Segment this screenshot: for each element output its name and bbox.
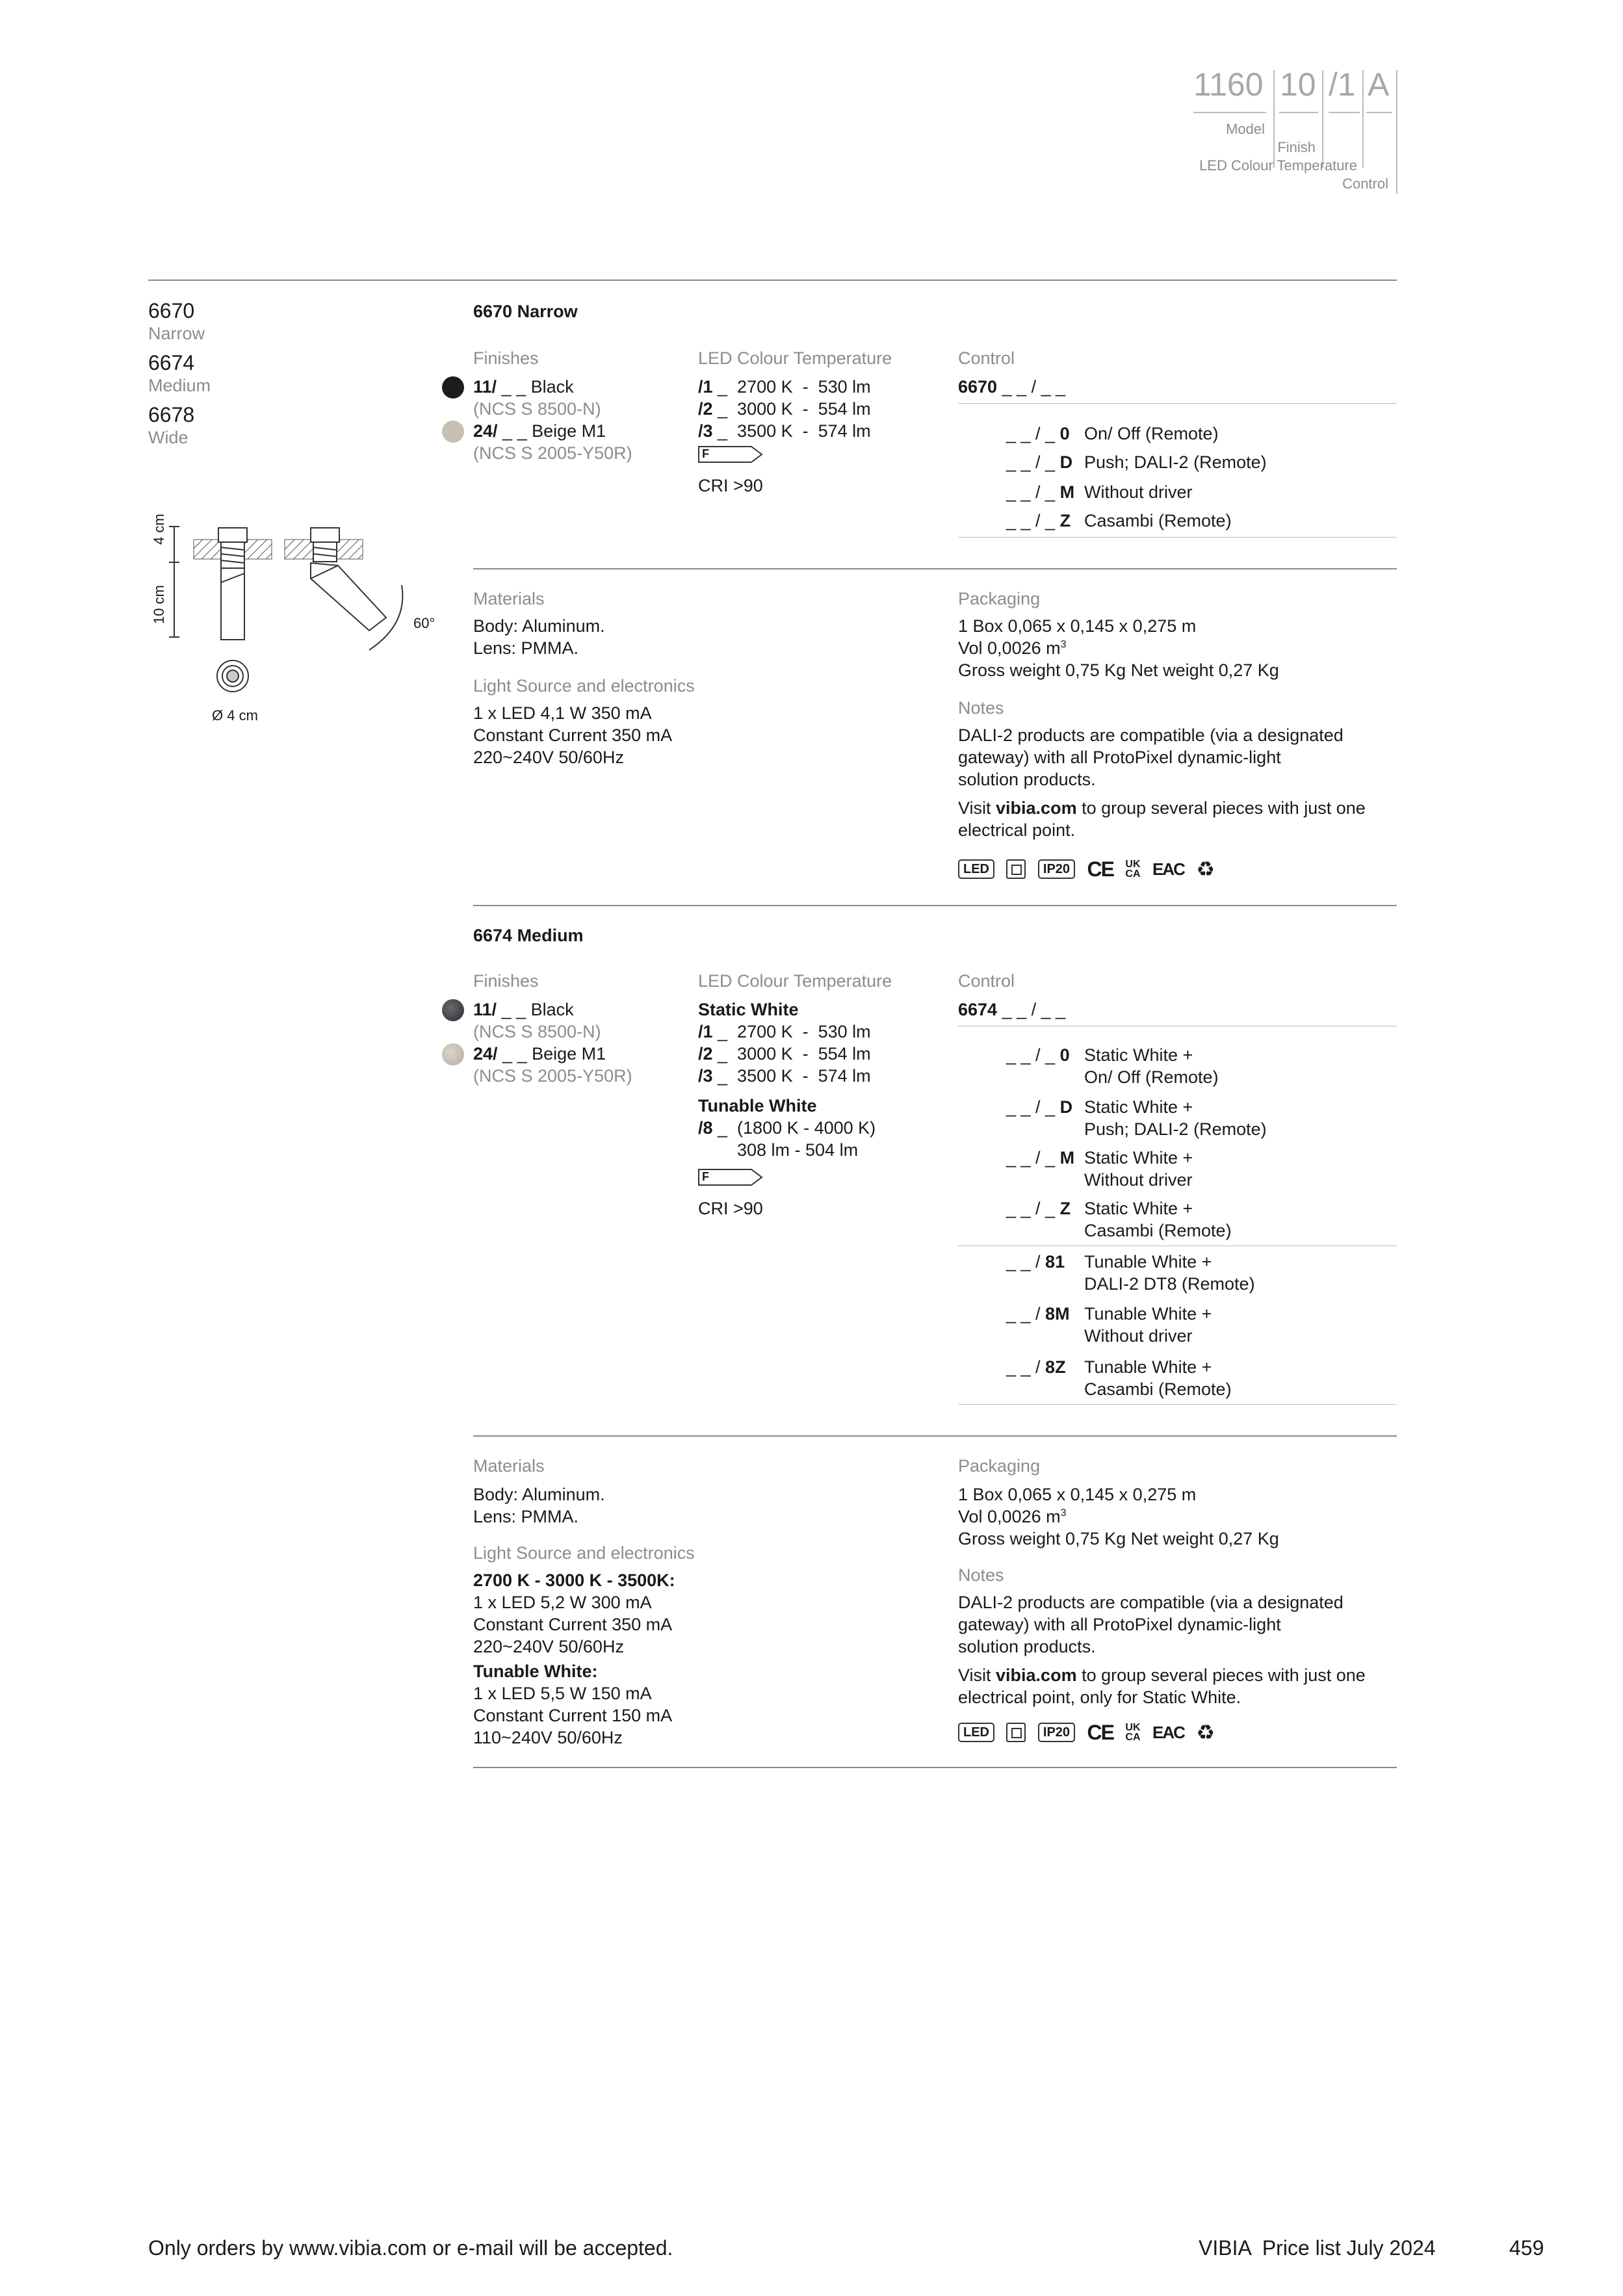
packaging-line: 1 Box 0,065 x 0,145 x 0,275 m (958, 1485, 1197, 1504)
legend-underline (1193, 112, 1266, 113)
materials-label: Materials (473, 1456, 545, 1476)
section-rule (473, 1767, 1397, 1768)
led-icon: LED (958, 1723, 994, 1742)
control-option: _ _ / _ Z Static White + Casambi (Remote) (1006, 1199, 1232, 1240)
temp-row: /2 _ 3000 K - 554 lm (698, 1044, 871, 1063)
ip20-icon: IP20 (1038, 859, 1075, 879)
ukca-mark-icon: UK CA (1125, 1722, 1141, 1743)
legend-divider (1273, 70, 1275, 168)
sidebar-model-name: Medium (148, 376, 211, 395)
finishes-label: Finishes (473, 348, 539, 368)
materials-line: Body: Aluminum. (473, 1485, 605, 1504)
notes-line: solution products. (958, 1637, 1096, 1656)
light-line: 220~240V 50/60Hz (473, 748, 624, 767)
control-option: _ _ / _ M Static White + Without driver (1006, 1148, 1193, 1190)
packaging-label: Packaging (958, 1456, 1041, 1476)
finish-swatch-beige (442, 421, 464, 443)
static-white-label: Static White (698, 1000, 799, 1019)
temp-row: /1 _ 2700 K - 530 lm (698, 1022, 871, 1041)
notes-line: gateway) with all ProtoPixel dynamic-light (958, 748, 1281, 767)
control-option: _ _ / _ Z Casambi (Remote) (1006, 511, 1232, 530)
temp-row: /3 _ 3500 K - 574 lm (698, 421, 871, 441)
control-label: Control (958, 348, 1015, 368)
materials-line: Lens: PMMA. (473, 638, 579, 658)
legend-label-control: Control (1342, 176, 1388, 192)
legend-label-model: Model (1226, 121, 1265, 137)
legend-underline (1366, 112, 1392, 113)
finish-black-ncs: (NCS S 8500-N) (473, 399, 601, 419)
control-rule (958, 1404, 1397, 1405)
visit-line: Visit vibia.com to group several pieces with just one (958, 798, 1366, 818)
light-line: 1 x LED 4,1 W 350 mA (473, 703, 652, 723)
top-rule (148, 280, 1397, 281)
light-line: 110~240V 50/60Hz (473, 1728, 623, 1747)
finish-black-ncs: (NCS S 8500-N) (473, 1022, 601, 1041)
packaging-line: Gross weight 0,75 Kg Net weight 0,27 Kg (958, 1529, 1279, 1548)
legend-divider (1322, 70, 1323, 168)
finish-swatch-beige (442, 1043, 464, 1065)
control-code: 6670 _ _ / _ _ (958, 377, 1066, 397)
dim-diameter: Ø 4 cm (212, 707, 258, 724)
dim-height-body: 10 cm (151, 585, 167, 624)
legend-divider (1362, 70, 1364, 168)
tunable-white-label: Tunable White (698, 1096, 817, 1115)
light-line: Constant Current 350 mA (473, 1615, 673, 1634)
temp-row: /2 _ 3000 K - 554 lm (698, 399, 871, 419)
materials-line: Lens: PMMA. (473, 1507, 579, 1526)
section-rule (473, 905, 1397, 906)
control-code: 6674 _ _ / _ _ (958, 1000, 1066, 1019)
sidebar-model-code: 6670 (148, 299, 195, 322)
section-title: 6670 Narrow (473, 302, 578, 321)
notes-line: solution products. (958, 770, 1096, 789)
control-option: _ _ / _ 0 Static White + On/ Off (Remote) (1006, 1045, 1219, 1087)
led-icon: LED (958, 859, 994, 879)
control-option: _ _ / _ D Push; DALI-2 (Remote) (1006, 452, 1267, 472)
light-line: Constant Current 150 mA (473, 1706, 673, 1725)
notes-line: DALI-2 products are compatible (via a designated (958, 725, 1344, 745)
lamp-dimension-drawing (148, 520, 454, 735)
light-label: Light Source and electronics (473, 1543, 695, 1563)
page-number: 459 (1509, 2236, 1544, 2260)
sidebar-model-code: 6678 (148, 403, 195, 426)
control-label: Control (958, 971, 1015, 991)
eac-mark-icon: EAC (1152, 859, 1184, 879)
packaging-line: Gross weight 0,75 Kg Net weight 0,27 Kg (958, 660, 1279, 680)
temp-row: /3 _ 3500 K - 574 lm (698, 1066, 871, 1086)
light-line: 220~240V 50/60Hz (473, 1637, 624, 1656)
light-line: Constant Current 350 mA (473, 725, 673, 745)
visit-line: Visit vibia.com to group several pieces with just one (958, 1665, 1366, 1685)
tunable-row: /8 _ (1800 K - 4000 K) (698, 1118, 876, 1138)
packaging-line: Vol 0,0026 $m^3$ (958, 1507, 1067, 1526)
light-line: 1 x LED 5,5 W 150 mA (473, 1684, 652, 1703)
vibia-link[interactable]: vibia.com (996, 798, 1077, 818)
control-option: _ _ / _ D Static White + Push; DALI-2 (Remote) (1006, 1097, 1267, 1139)
ce-mark-icon: CE (1087, 857, 1113, 881)
energy-class-label: F (702, 447, 709, 460)
visit-line: electrical point. (958, 820, 1076, 840)
finish-beige: 24/ _ _ Beige M1 (473, 421, 606, 441)
recycle-icon: ♻ (1196, 857, 1215, 881)
finish-swatch-black (442, 376, 464, 398)
section-rule (473, 568, 1397, 569)
legend-temp: /1 (1329, 66, 1356, 103)
control-option: _ _ / 81 Tunable White + DALI-2 DT8 (Remote) (1006, 1252, 1255, 1294)
legend-label-temp: LED Colour Temperature (1199, 157, 1357, 174)
control-rule (958, 537, 1397, 538)
legend-divider (1396, 70, 1397, 194)
materials-line: Body: Aluminum. (473, 616, 605, 636)
class-ii-icon (1006, 859, 1026, 879)
eac-mark-icon: EAC (1152, 1722, 1184, 1742)
notes-line: DALI-2 products are compatible (via a designated (958, 1593, 1344, 1612)
temp-row: /1 _ 2700 K - 530 lm (698, 377, 871, 397)
control-option: _ _ / 8M Tunable White + Without driver (1006, 1304, 1212, 1346)
control-rule (958, 403, 1397, 404)
temp-label: LED Colour Temperature (698, 971, 892, 991)
ip20-icon: IP20 (1038, 1723, 1075, 1742)
sidebar-model-name: Wide (148, 428, 188, 447)
packaging-line: 1 Box 0,065 x 0,145 x 0,275 m (958, 616, 1197, 636)
dim-angle: 60° (413, 615, 435, 631)
packaging-line: Vol 0,0026 $m^3$ (958, 638, 1067, 658)
ce-mark-icon: CE (1087, 1720, 1113, 1744)
notes-line: gateway) with all ProtoPixel dynamic-light (958, 1615, 1281, 1634)
legend-underline (1279, 112, 1318, 113)
recycle-icon: ♻ (1196, 1721, 1215, 1744)
finish-beige-ncs: (NCS S 2005-Y50R) (473, 1066, 632, 1086)
sidebar-model-name: Narrow (148, 324, 205, 343)
notes-label: Notes (958, 698, 1004, 718)
control-option: _ _ / _ M Without driver (1006, 482, 1193, 502)
sidebar-model-code: 6674 (148, 351, 195, 374)
vibia-link[interactable]: vibia.com (996, 1665, 1077, 1685)
finish-beige-ncs: (NCS S 2005-Y50R) (473, 443, 632, 463)
finish-swatch-black (442, 999, 464, 1021)
cri: CRI >90 (698, 476, 763, 495)
section-rule (473, 1435, 1397, 1437)
legend-model: 1160 (1193, 66, 1264, 103)
light-group-title: Tunable White: (473, 1662, 598, 1681)
ukca-mark-icon: UK CA (1125, 859, 1141, 880)
control-option: _ _ / _ 0 On/ Off (Remote) (1006, 424, 1219, 443)
packaging-label: Packaging (958, 589, 1041, 608)
light-label: Light Source and electronics (473, 676, 695, 696)
finish-black: 11/ _ _ Black (473, 377, 574, 397)
class-ii-icon (1006, 1723, 1026, 1742)
light-group-title: 2700 K - 3000 K - 3500K: (473, 1571, 675, 1590)
control-option: _ _ / 8Z Tunable White + Casambi (Remote) (1006, 1357, 1232, 1399)
cert-icons (958, 1720, 1224, 1745)
notes-label: Notes (958, 1565, 1004, 1585)
light-line: 1 x LED 5,2 W 300 mA (473, 1593, 652, 1612)
visit-line: electrical point, only for Static White. (958, 1688, 1241, 1707)
finish-black: 11/ _ _ Black (473, 1000, 574, 1019)
cert-icons (958, 857, 1224, 881)
cri: CRI >90 (698, 1199, 763, 1218)
footer-note: Only orders by www.vibia.com or e-mail will be accepted. (148, 2236, 673, 2260)
legend-label-finish: Finish (1277, 139, 1316, 155)
legend-underline (1329, 112, 1360, 113)
finish-beige: 24/ _ _ Beige M1 (473, 1044, 606, 1063)
finishes-label: Finishes (473, 971, 539, 991)
tunable-lm: 308 lm - 504 lm (737, 1140, 859, 1160)
energy-class-label: F (702, 1170, 709, 1183)
dim-height-top: 4 cm (151, 514, 167, 545)
legend-control: A (1368, 66, 1390, 103)
legend-finish: 10 (1280, 66, 1316, 103)
materials-label: Materials (473, 589, 545, 608)
footer-brand: VIBIA Price list July 2024 (1199, 2236, 1436, 2260)
section-title: 6674 Medium (473, 926, 584, 945)
temp-label: LED Colour Temperature (698, 348, 892, 368)
